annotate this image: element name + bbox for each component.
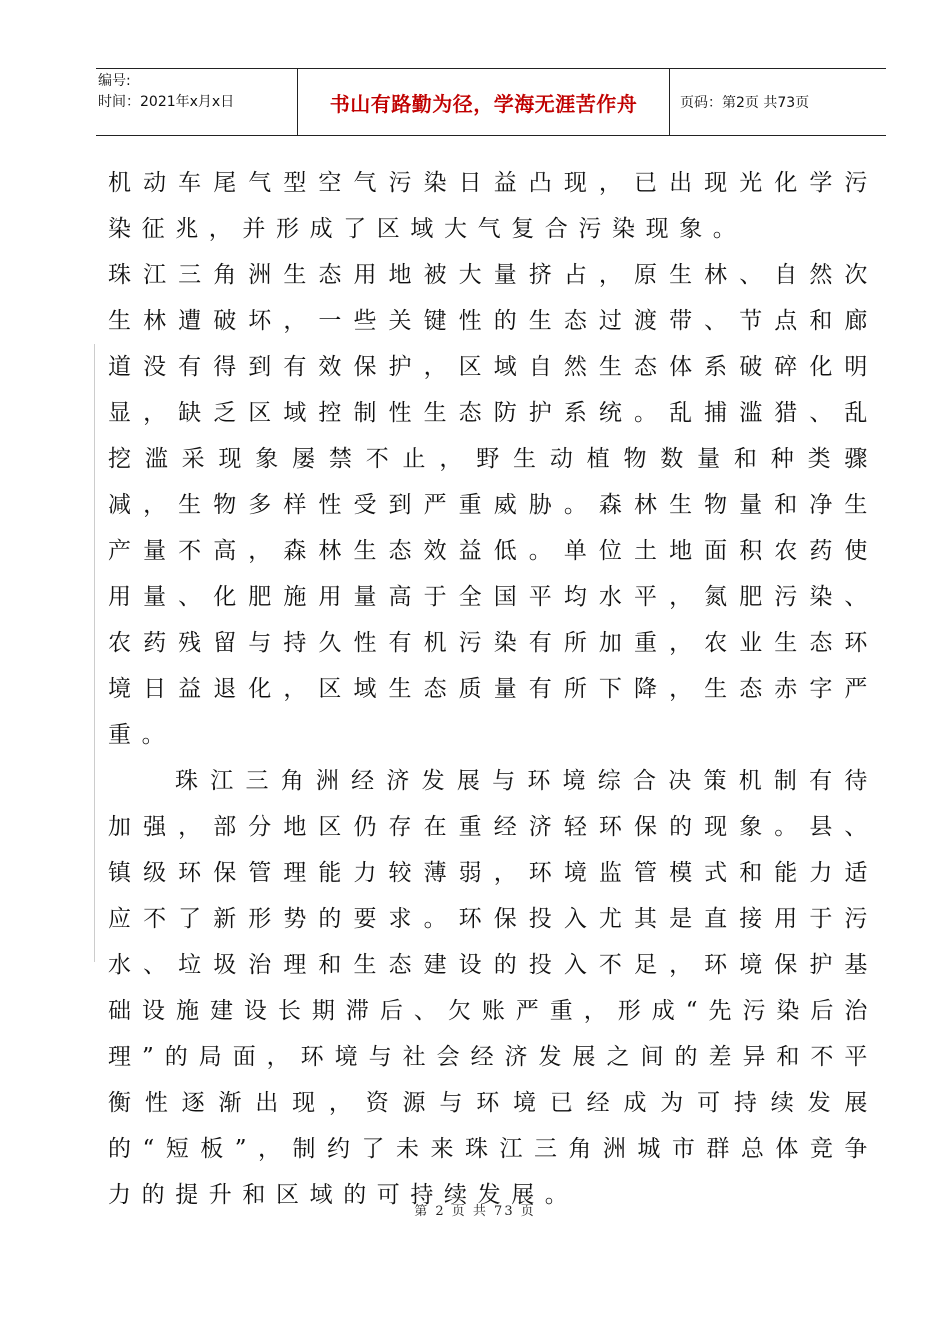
header-page-label: 页码：第2页 共73页: [680, 95, 810, 111]
paragraph-2-block: [108, 252, 878, 758]
document-body: [108, 160, 878, 1218]
paragraph-1: 机动车尾气型空气污染日益凸现，已出现光化学污染征兆，并形成了区域大气复合污染现象。: [108, 170, 878, 242]
paragraph-2: 珠江三角洲生态用地被大量挤占，原生林、自然次生林遭破坏，一些关键性的生态过渡带、节点和廊道没有得到有效保护，区域自然生态体系破碎化明显，缺乏区域控制性生态防护系统。乱捕滥猎、乱挖滥采现象屡禁不止，野生动植物数量和种类骤减，生物多样性受到严重威胁。森林生物量和净生产量不高，森林生态效益低。单位土地面积农药使用量、化肥施用量高于全国平均水平，氮肥污染、农药残留与持久性有机污染有所加重，农业生态环境日益退化，区域生态质量有所下降，生态赤字严重。: [108, 262, 878, 748]
page-footer: 第 2 页 共 73 页: [414, 1204, 536, 1219]
header-motto: 书山有路勤为径，学海无涯苦作舟: [298, 69, 670, 135]
page-header: [96, 68, 886, 136]
header-meta: [96, 69, 298, 135]
time-label: 时间：2021年x月x日: [98, 94, 235, 110]
margin-line: [94, 344, 95, 962]
paragraph-3: 珠江三角洲经济发展与环境综合决策机制有待加强，部分地区仍存在重经济轻环保的现象。县、镇级环保管理能力较薄弱，环境监管模式和能力适应不了新形势的要求。环保投入尤其是直接用于污水、垃圾治理和生态建设的投入不足，环境保护基础设施建设长期滞后、欠账严重，形成“先污染后治理”的局面，环境与社会经济发展之间的差异和不平衡性逐渐出现，资源与环境已经成为可持续发展的“短板”，制约了未来珠江三角洲城市群总体竞争力的提升和区域的可持续发展。: [108, 768, 878, 1208]
number-label: 编号:: [98, 73, 131, 89]
